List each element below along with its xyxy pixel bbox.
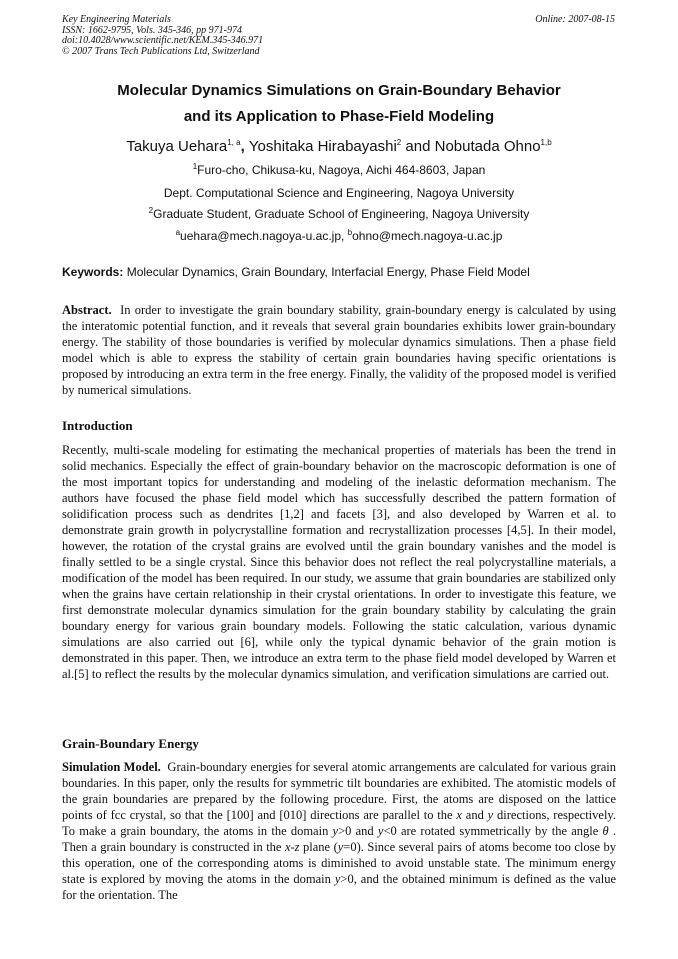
- title-line-2: and its Application to Phase-Field Modeling: [183, 108, 495, 125]
- affiliation-2: [40, 207, 638, 221]
- affiliation-1: [40, 163, 638, 177]
- sim-text-2: and: [461, 808, 488, 822]
- sim-text-1: Grain-boundary energies for several atomic arrangements are calculated for various grain boundaries. In this paper, only the results for symmetric tilt boundaries are exhibited. The atomistic models of the grain boundaries are prepared by the following procedure. First, the atoms are disposed on the lattice points of fcc crystal, so that the [100] and [010] directions are parallel to the: [62, 760, 620, 822]
- affiliation-2-sup: 2: [148, 206, 154, 215]
- abstract-label: Abstract.: [62, 303, 112, 317]
- keywords: [62, 265, 530, 279]
- abstract: [62, 302, 620, 398]
- sim-text-7: plane (: [299, 840, 338, 854]
- sim-var-x: x: [456, 808, 462, 822]
- author-list: [40, 138, 638, 155]
- affiliation-1-dept: Dept. Computational Science and Engineering, Nagoya University: [163, 186, 515, 200]
- email-b-sup: b: [347, 228, 353, 237]
- sim-var-theta: θ: [602, 824, 609, 838]
- affiliation-2-text: Graduate Student, Graduate School of Engineering, Nagoya University: [153, 207, 530, 221]
- doi-line: doi:10.4028/www.scientific.net/KEM.345-346.971: [62, 35, 264, 46]
- author-1: Takuya Uehara: [126, 138, 228, 155]
- keywords-text: Molecular Dynamics, Grain Boundary, Interfacial Energy, Phase Field Model: [123, 265, 530, 279]
- author-2-sup: 2: [396, 138, 402, 147]
- author-and: and: [401, 138, 435, 155]
- journal-name: Key Engineering Materials: [62, 14, 171, 25]
- sim-text-5: <0 are rotated symmetrically by the angle: [383, 824, 603, 838]
- author-3-sup: 1,b: [540, 138, 552, 147]
- email-line: [40, 229, 638, 243]
- sim-var-y-2: y: [332, 824, 339, 838]
- author-2: Yoshitaka Hirabayashi: [248, 138, 397, 155]
- sim-text-8: =0). Since several pairs of atoms become too close by this operation, one of the corresponding atoms is diminished to avoid unstable state. The minimum energy state is explored by moving the atoms in the domain: [62, 840, 620, 886]
- affiliation-1-text: Furo-cho, Chikusa-ku, Nagoya, Aichi 464-8603, Japan: [197, 163, 486, 177]
- sim-var-y-3: y: [377, 824, 384, 838]
- introduction-heading: Introduction: [62, 418, 133, 433]
- author-1-sup: 1, a: [227, 138, 241, 147]
- abstract-text: In order to investigate the grain boundary stability, grain-boundary energy is calculated by using the interatomic potential function, and it reveals that several grain boundaries exhibits lower grain-boundary energy. The stability of those boundaries is verified by molecular dynamics simulations. Then a phase field model which is able to express the stability of certain grain boundaries having specific orientations is proposed by introducing an extra term in the free energy. Finally, the validity of the proposed model is verified by numerical simulations.: [62, 303, 620, 397]
- introduction-text: Recently, multi-scale modeling for estimating the mechanical properties of materials has been the trend in solid mechanics. Especially the effect of grain-boundary behavior on the macroscopic deformation is one of the most important topics for understanding and modeling of the inelastic deformation mechanism. The authors have focused the phase field model which has successfully described the pattern formation of solidification process such as dendrites [1,2] and facets [3], and also developed by Warren et al. to demonstrate grain growth in polycrystalline formation and recrystallization processes [4,5]. In their model, however, the rotation of the crystal grains are evolved until the grain boundary vanishes and the model is finally settled to be a single crystal. Since this behavior does not reflect the real polycrystalline materials, a modification of the model has been required. In our study, we assume that grain boundaries are stabilized only when the grains have certain relationship in their crystal orientations. In order to investigate this feature, we first demonstrate molecular dynamics simulation for the grain boundary stability by calculating the grain boundary energy for various grain boundary models. Following the static calculation, various dynamic simulations are also carried out [6], while only the typical dynamic behavior of the grain motion is demonstrated in this paper. Then, we introduce an extra term to the phase field model developed by Warren et al.[5] to reflect the results by the molecular dynamics simulation, and verification simulations are carried out.: [62, 443, 616, 681]
- sim-text-6: . Then a grain boundary is constructed in the: [62, 824, 620, 854]
- title-line-1: Molecular Dynamics Simulations on Grain-Boundary Behavior: [117, 82, 561, 99]
- affiliation-1-sup: 1: [192, 162, 198, 171]
- keywords-label: Keywords:: [62, 265, 124, 279]
- issn-line: ISSN: 1662-9795, Vols. 345-346, pp 971-974: [62, 24, 242, 36]
- sim-text-4: >0 and: [338, 824, 378, 838]
- simulation-model-label: Simulation Model.: [62, 760, 161, 774]
- sim-var-y-5: y: [334, 872, 341, 886]
- sim-text-9: >0, and the obtained minimum is defined as the value for the orientation. The: [62, 872, 620, 902]
- sim-text-3: directions, respectively. To make a grain boundary, the atoms in the domain: [62, 808, 619, 838]
- author-separator: ,: [240, 138, 249, 155]
- online-date: Online: 2007-08-15: [535, 14, 615, 25]
- copyright-line: © 2007 Trans Tech Publications Ltd, Switzerland: [62, 45, 260, 57]
- sim-var-xz: x-z: [284, 840, 300, 854]
- sim-var-y-4: y: [337, 840, 344, 854]
- author-3: Nobutada Ohno: [434, 138, 541, 155]
- email-a-sup: a: [175, 228, 181, 237]
- sim-var-y: y: [487, 808, 494, 822]
- journal-header: [62, 15, 263, 57]
- gb-energy-heading: Grain-Boundary Energy: [62, 736, 199, 751]
- simulation-model-paragraph: [62, 759, 620, 903]
- email-b: ohno@mech.nagoya-u.ac.jp: [352, 229, 503, 243]
- email-a: uehara@mech.nagoya-u.ac.jp,: [180, 229, 348, 243]
